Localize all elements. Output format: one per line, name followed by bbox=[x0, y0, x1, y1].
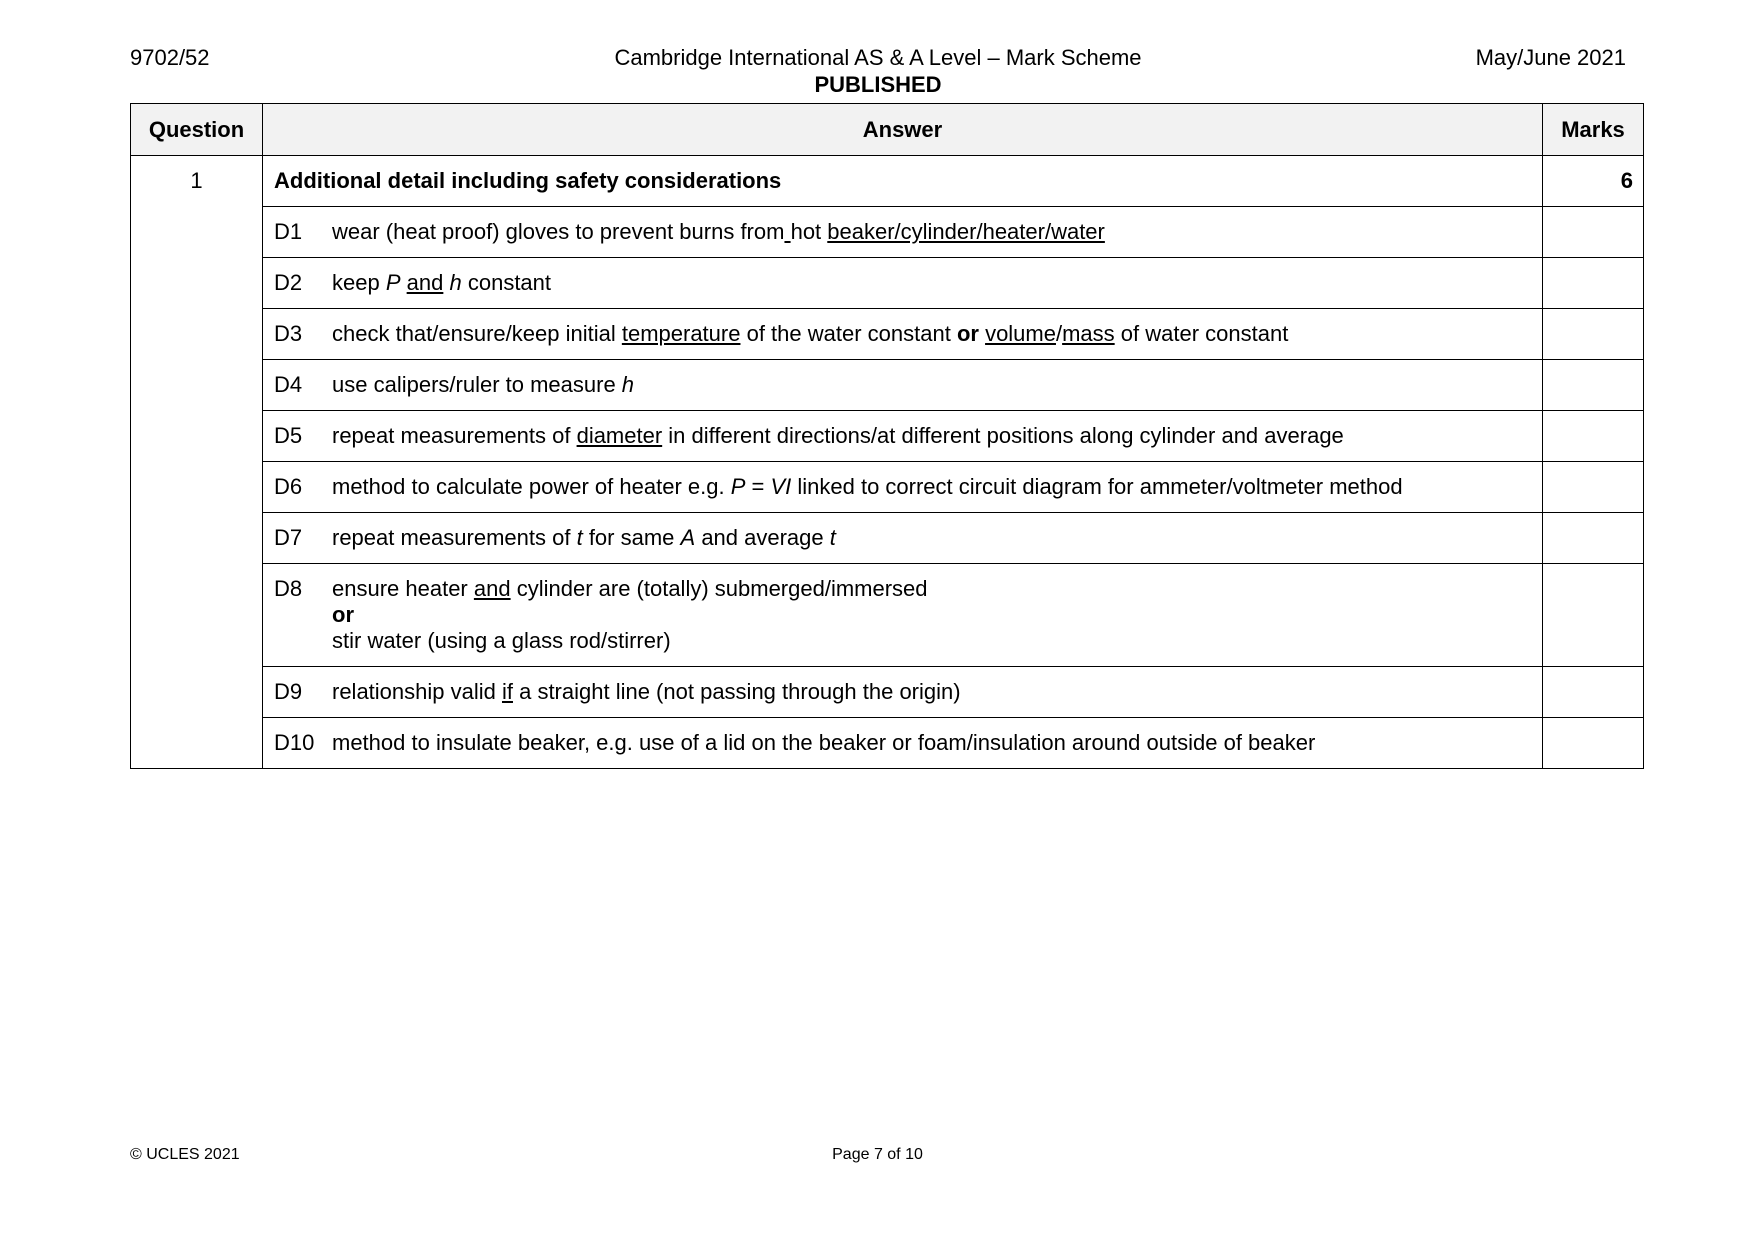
text-run: of the water constant bbox=[740, 321, 957, 346]
question-number: 1 bbox=[131, 156, 263, 769]
text-run: hot bbox=[790, 219, 828, 244]
text-run: t bbox=[576, 525, 583, 550]
table-row bbox=[131, 513, 1644, 564]
answer-header: Answer bbox=[263, 104, 1543, 156]
text-run: method to insulate beaker, e.g. use of a lid on the beaker or foam/insulation around outside of beaker bbox=[332, 730, 1316, 755]
marks-cell bbox=[1543, 667, 1644, 718]
table-row bbox=[131, 258, 1644, 309]
text-run: ensure heater bbox=[332, 576, 474, 601]
answer-cell bbox=[263, 360, 1543, 411]
text-run: constant bbox=[461, 270, 552, 295]
text-run: a straight line (not passing through the origin) bbox=[512, 679, 961, 704]
text-run: or bbox=[332, 602, 354, 627]
text-run: linked to correct circuit diagram for ammeter/voltmeter method bbox=[791, 474, 1403, 499]
point-text bbox=[332, 423, 1512, 449]
point-code: D2 bbox=[274, 270, 303, 295]
point-text bbox=[332, 270, 1512, 296]
text-run: VI bbox=[770, 474, 792, 499]
text-run: use calipers/ruler to measure bbox=[332, 372, 622, 397]
text-run: of water constant bbox=[1114, 321, 1289, 346]
answer-cell bbox=[263, 718, 1543, 769]
table-row bbox=[131, 667, 1644, 718]
table-row bbox=[131, 718, 1644, 769]
mark-scheme-table bbox=[130, 103, 1644, 769]
text-run: h bbox=[449, 270, 462, 295]
text-run: keep bbox=[332, 270, 386, 295]
table-row bbox=[131, 462, 1644, 513]
text-run: / bbox=[1055, 321, 1063, 346]
text-run: for same bbox=[582, 525, 681, 550]
text-run: if bbox=[501, 679, 513, 704]
point-text bbox=[332, 679, 1512, 705]
marks-cell bbox=[1543, 309, 1644, 360]
point-text bbox=[332, 730, 1512, 756]
text-run: mass bbox=[1062, 321, 1115, 346]
marks-cell bbox=[1543, 411, 1644, 462]
point-text bbox=[332, 219, 1512, 245]
text-run: or bbox=[956, 321, 979, 346]
answer-cell bbox=[263, 309, 1543, 360]
paper-code: 9702/52 bbox=[130, 45, 210, 70]
answer-cell bbox=[263, 564, 1543, 667]
text-run: A bbox=[680, 525, 696, 550]
point-code: D9 bbox=[274, 679, 303, 704]
text-run: volume bbox=[985, 321, 1056, 346]
marks-cell bbox=[1543, 360, 1644, 411]
answer-cell bbox=[263, 411, 1543, 462]
marks-cell bbox=[1543, 513, 1644, 564]
answer-cell bbox=[263, 258, 1543, 309]
table-row bbox=[131, 309, 1644, 360]
point-code: D4 bbox=[274, 372, 303, 397]
answer-cell bbox=[263, 207, 1543, 258]
marks-cell bbox=[1543, 564, 1644, 667]
published-label: PUBLISHED bbox=[814, 72, 942, 97]
point-text bbox=[332, 372, 1512, 398]
copyright-notice: © UCLES 2021 bbox=[130, 1146, 240, 1163]
text-run: beaker/cylinder/heater/water bbox=[827, 219, 1105, 244]
marks-header: Marks bbox=[1543, 104, 1644, 156]
table-header-row bbox=[131, 104, 1644, 156]
question-header: Question bbox=[131, 104, 263, 156]
page-number: Page 7 of 10 bbox=[832, 1146, 923, 1163]
point-text bbox=[332, 576, 1512, 654]
text-run: relationship valid bbox=[332, 679, 502, 704]
text-run: and bbox=[473, 576, 511, 601]
answer-cell bbox=[263, 667, 1543, 718]
marks-cell bbox=[1543, 258, 1644, 309]
point-code: D1 bbox=[274, 219, 303, 244]
point-code: D3 bbox=[274, 321, 303, 346]
header-title-block bbox=[130, 44, 1626, 98]
text-run: method to calculate power of heater e.g. bbox=[332, 474, 731, 499]
text-run: diameter bbox=[576, 423, 663, 448]
marks-cell bbox=[1543, 462, 1644, 513]
text-run: temperature bbox=[621, 321, 741, 346]
text-run: repeat measurements of bbox=[332, 423, 577, 448]
table-row bbox=[131, 156, 1644, 207]
point-code: D7 bbox=[274, 525, 303, 550]
point-code: D5 bbox=[274, 423, 303, 448]
section-marks: 6 bbox=[1543, 156, 1644, 207]
point-code: D6 bbox=[274, 474, 303, 499]
table-row bbox=[131, 411, 1644, 462]
text-run: P bbox=[730, 474, 746, 499]
table-row bbox=[131, 360, 1644, 411]
point-code: D10 bbox=[274, 730, 315, 755]
document-title: Cambridge International AS & A Level – Mark Scheme bbox=[614, 45, 1142, 70]
text-run: in different directions/at different positions along cylinder and average bbox=[662, 423, 1344, 448]
text-run: stir water (using a glass rod/stirrer) bbox=[332, 628, 671, 653]
exam-session: May/June 2021 bbox=[1475, 45, 1626, 70]
marks-cell bbox=[1543, 207, 1644, 258]
text-run: h bbox=[621, 372, 635, 397]
text-run: = bbox=[745, 474, 771, 499]
text-run: repeat measurements of bbox=[332, 525, 577, 550]
text-run: P bbox=[385, 270, 401, 295]
marks-cell bbox=[1543, 718, 1644, 769]
answer-cell bbox=[263, 462, 1543, 513]
text-run: and bbox=[406, 270, 444, 295]
section-title: Additional detail including safety considerations bbox=[263, 156, 1543, 207]
point-code: D8 bbox=[274, 576, 303, 601]
point-text bbox=[332, 321, 1512, 347]
text-run: cylinder are (totally) submerged/immersed bbox=[510, 576, 928, 601]
text-run: check that/ensure/keep initial bbox=[332, 321, 622, 346]
table-row bbox=[131, 207, 1644, 258]
table-row bbox=[131, 564, 1644, 667]
point-text bbox=[332, 525, 1512, 551]
text-run: wear (heat proof) gloves to prevent burns from bbox=[332, 219, 785, 244]
text-run: and average bbox=[695, 525, 830, 550]
text-run: t bbox=[829, 525, 836, 550]
answer-cell bbox=[263, 513, 1543, 564]
point-text bbox=[332, 474, 1512, 500]
